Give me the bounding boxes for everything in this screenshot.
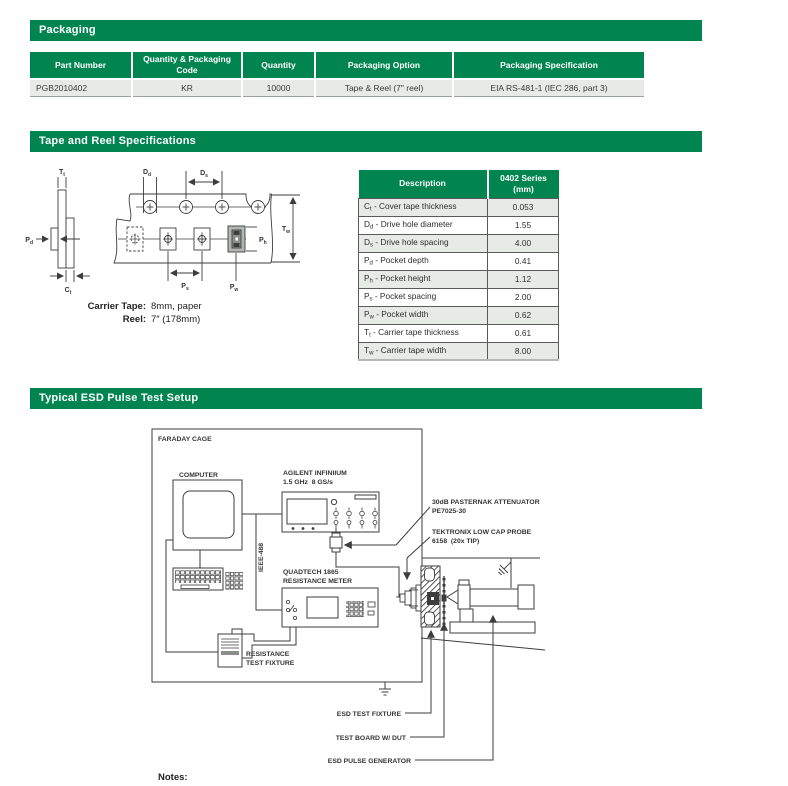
- generator-label: ESD PULSE GENERATOR: [327, 758, 411, 765]
- spec-value: 0.62: [488, 306, 559, 324]
- probe-label-line1: TEKTRONIX LOW CAP PROBE: [432, 529, 532, 536]
- spec-value: 4.00: [488, 234, 559, 252]
- table-row: [359, 306, 559, 324]
- scope-label-line1: AGILENT INFINIIUM: [283, 470, 347, 477]
- meter-label-line2: RESISTANCE METER: [283, 578, 352, 585]
- packaging-header-row: [30, 52, 644, 79]
- spec-desc: $C_t$ - Cover tape thickness: [359, 198, 488, 216]
- table-row: [359, 234, 559, 252]
- spec-value: 8.00: [488, 342, 559, 360]
- meter-label-line1: QUADTECH 1865: [283, 569, 339, 576]
- table-row: [359, 216, 559, 234]
- spec-value: 1.12: [488, 270, 559, 288]
- esd-setup-diagram: [140, 420, 560, 770]
- esd-pulse-generator: [447, 580, 535, 633]
- spec-header-row: [359, 170, 559, 198]
- notes-label: Notes:: [158, 772, 188, 783]
- spec-value: 0.61: [488, 324, 559, 342]
- computer-label: COMPUTER: [179, 472, 218, 479]
- ieee-488-label: IEEE-488: [258, 542, 265, 572]
- spec-value: 0.053: [488, 198, 559, 216]
- dim-label-ds: $D_s$: [200, 170, 208, 179]
- spec-desc: $P_s$ - Pocket spacing: [359, 288, 488, 306]
- dim-label-tt: $T_t$: [59, 169, 65, 178]
- dim-label-pw: $P_w$: [229, 284, 239, 293]
- probe-label-line2: 6158 (20x TIP): [432, 538, 480, 545]
- spec-desc: $P_h$ - Pocket height: [359, 270, 488, 288]
- table-row: [359, 252, 559, 270]
- meter-screen: [307, 597, 338, 618]
- header-line: 0402 Series: [500, 173, 547, 184]
- spec-desc: $D_d$ - Drive hole diameter: [359, 216, 488, 234]
- dim-label-ps: $P_s$: [181, 283, 189, 292]
- dim-label-ph: $P_h$: [259, 237, 267, 246]
- spec-value: 1.55: [488, 216, 559, 234]
- oscilloscope: [282, 492, 379, 532]
- header-cell: Quantity: [242, 52, 315, 79]
- table-row: [359, 342, 559, 360]
- faraday-cage-box: [152, 429, 422, 682]
- data-cell: Tape & Reel (7″ reel): [315, 79, 453, 96]
- header-cell: Packaging Specification: [453, 52, 644, 79]
- spec-value: 0.41: [488, 252, 559, 270]
- packaging-table: [30, 52, 644, 97]
- header-cell: Quantity & Packaging Code: [132, 52, 242, 79]
- spec-desc: $T_w$ - Carrier tape width: [359, 342, 488, 360]
- coax-connector: [396, 585, 421, 611]
- data-cell: EIA RS-481-1 (IEC 286, part 3): [453, 79, 644, 96]
- section-header-packaging: Packaging: [30, 20, 702, 41]
- carrier-tape-caption: [62, 301, 202, 326]
- spec-desc: $P_w$ - Pocket width: [359, 306, 488, 324]
- data-cell: KR: [132, 79, 242, 96]
- dim-label-ct: $C_t$: [64, 287, 72, 296]
- caption-value: 7″ (178mm): [151, 313, 201, 325]
- meter-keypad: [346, 601, 364, 617]
- table-row: [359, 288, 559, 306]
- dim-label-dd: $D_d$: [142, 169, 152, 178]
- part-number-cell: PGB2010402: [30, 79, 132, 96]
- dim-label-pd: $P_d$: [25, 237, 33, 246]
- header-cell: [488, 170, 559, 198]
- header-cell: Packaging Option: [315, 52, 453, 79]
- esd-fixture-label: ESD TEST FIXTURE: [336, 711, 401, 718]
- scope-screen: [287, 499, 327, 524]
- section-header-tape-reel: Tape and Reel Specifications: [30, 131, 702, 152]
- fixture-label-line2: TEST FIXTURE: [246, 660, 295, 667]
- spec-desc: $P_d$ - Pocket depth: [359, 252, 488, 270]
- numpad: [225, 572, 243, 590]
- attenuator-label-line1: 30dB PASTERNAK ATTENUATOR: [432, 499, 540, 506]
- scope-label-line2: 1.5 GHz 8 GS/s: [283, 479, 333, 486]
- test-board-label: TEST BOARD W/ DUT: [335, 735, 406, 742]
- table-row: [359, 324, 559, 342]
- table-row: [359, 270, 559, 288]
- caption-value: 8mm, paper: [151, 301, 202, 312]
- attenuator-label-line2: PE7025-30: [432, 508, 467, 515]
- spec-desc: $D_s$ - Drive hole spacing: [359, 234, 488, 252]
- section-header-esd-setup: Typical ESD Pulse Test Setup: [30, 388, 702, 409]
- caption-label: Carrier Tape:: [87, 301, 146, 312]
- tape-reel-diagram: [25, 160, 350, 300]
- spec-value: 2.00: [488, 288, 559, 306]
- table-row: [30, 79, 644, 96]
- tape-reel-spec-table: [358, 170, 559, 361]
- fixture-label-line1: RESISTANCE: [246, 651, 290, 658]
- header-cell: Part Number: [30, 52, 132, 79]
- header-cell: Description: [359, 170, 488, 198]
- dim-label-tw: $T_w$: [281, 226, 290, 235]
- caption-label: Reel:: [122, 313, 146, 325]
- data-cell: 10000: [242, 79, 315, 96]
- spec-desc: $T_t$ - Carrier tape thickness: [359, 324, 488, 342]
- header-line: (mm): [513, 183, 534, 194]
- faraday-cage-label: FARADAY CAGE: [158, 436, 212, 443]
- attenuator: [330, 533, 342, 552]
- monitor-screen: [183, 491, 234, 538]
- table-row: [359, 198, 559, 216]
